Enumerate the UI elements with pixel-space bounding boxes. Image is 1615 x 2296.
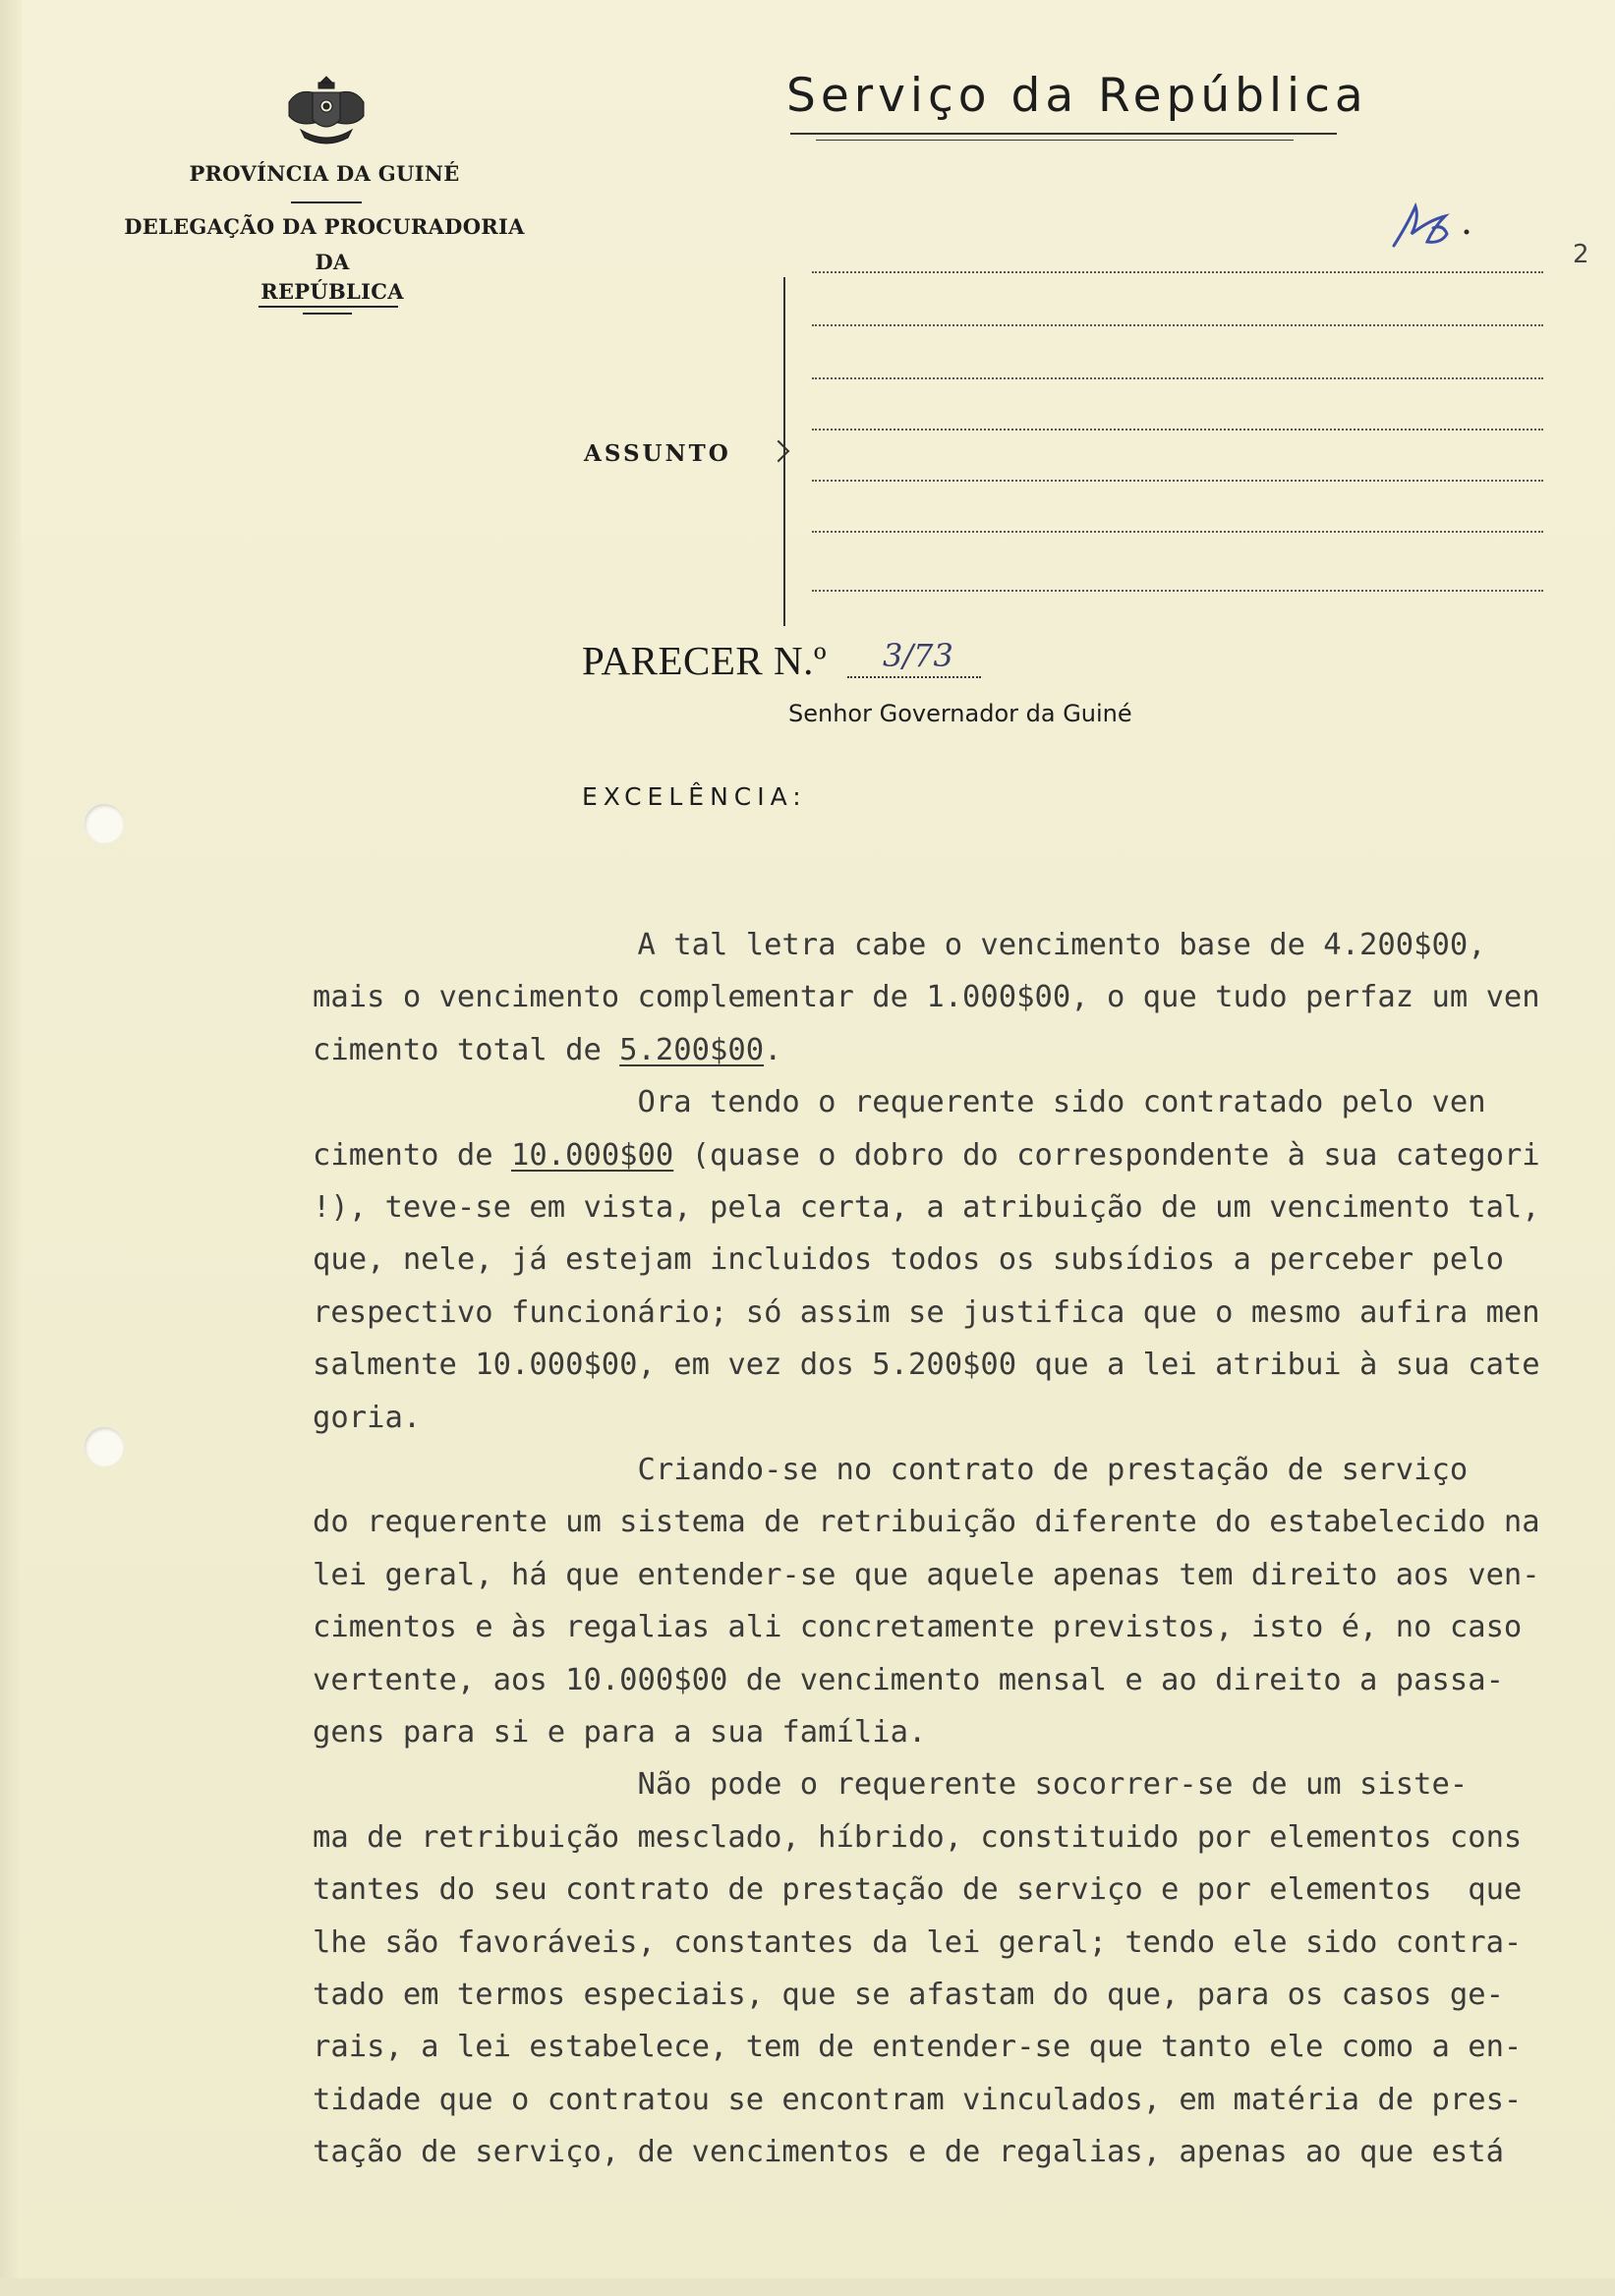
body-line-text: gens para si e para a sua família. xyxy=(313,1715,927,1750)
letterhead-delegation: DELEGAÇÃO DA PROCURADORIA xyxy=(124,214,525,239)
body-line-text: do requerente um sistema de retribuição diferente do estabelecido na xyxy=(313,1505,1540,1540)
letterhead-province: PROVÍNCIA DA GUINÉ xyxy=(189,161,460,186)
assunto-line-7 xyxy=(812,590,1543,592)
parecer-number-line xyxy=(847,676,981,678)
assunto-line-6 xyxy=(812,531,1543,533)
body-line xyxy=(313,928,1486,962)
body-line-text: ma de retribuição mesclado, híbrido, constituido por elementos cons xyxy=(313,1819,1523,1855)
assunto-label: ASSUNTO xyxy=(584,440,731,467)
body-line xyxy=(313,2135,1504,2169)
body-line-text: lei geral, há que entender-se que aquele apenas tem direito aos ven- xyxy=(313,1557,1540,1592)
body-line-text: vertente, aos 10.000$00 de vencimento mensal e ao direito a passa- xyxy=(313,1662,1504,1697)
body-line-text: Não pode o requerente socorrer-se de um siste- xyxy=(313,1767,1469,1803)
body-line xyxy=(313,1978,1504,2012)
body-line xyxy=(313,1085,1486,1119)
body-line xyxy=(313,2030,1522,2064)
letterhead-underline xyxy=(259,306,398,308)
body-line xyxy=(313,1453,1468,1487)
body-line xyxy=(313,1033,781,1067)
body-line-text: !), teve-se em vista, pela certa, a atribuição de um vencimento tal, xyxy=(313,1190,1540,1225)
body-line-text: tantes do seu contrato de prestação de serviço e por elementos que xyxy=(313,1872,1523,1908)
page-number: 2 xyxy=(1573,240,1589,269)
body-line xyxy=(313,1663,1504,1697)
body-line-text: rais, a lei estabelece, tem de entender-se que tanto ele como a en- xyxy=(313,2030,1523,2065)
punch-hole-top xyxy=(85,804,124,843)
punch-hole-bottom xyxy=(85,1427,124,1466)
body-line-text-tail: (quase o dobro do correspondente à sua categori xyxy=(673,1137,1540,1173)
body-line xyxy=(313,980,1540,1014)
service-title-underline xyxy=(790,133,1337,135)
letterhead-da: DA xyxy=(315,250,350,274)
body-line xyxy=(313,1767,1468,1802)
body-line-text: tidade que o contratou se encontram vinculados, em matéria de pres- xyxy=(313,2082,1523,2117)
body-line xyxy=(313,1138,1540,1173)
salutation: EXCELÊNCIA: xyxy=(582,782,807,811)
body-line-text: A tal letra cabe o vencimento base de 4.200$00, xyxy=(313,928,1486,962)
body-line xyxy=(313,1872,1522,1907)
body-line-text: que, nele, já estejam incluidos todos os subsídios a perceber pelo xyxy=(313,1242,1504,1278)
letterhead-republic: REPÚBLICA xyxy=(260,279,404,304)
body-line-text: tado em termos especiais, que se afastam do que, para os casos ge- xyxy=(313,1978,1504,2012)
body-line-underlined-amount: 10.000$00 xyxy=(511,1137,674,1173)
body-line xyxy=(313,1925,1522,1960)
body-line xyxy=(313,1401,421,1435)
body-line xyxy=(313,1715,926,1750)
body-line xyxy=(313,1505,1540,1539)
body-line xyxy=(313,1348,1540,1382)
body-line-text: tação de serviço, de vencimentos e de regalias, apenas ao que está xyxy=(313,2135,1504,2170)
addressee: Senhor Governador da Guiné xyxy=(788,700,1132,727)
body-line-text: respectivo funcionário; só assim se justifica que o mesmo aufira men xyxy=(313,1294,1540,1330)
body-line xyxy=(313,1295,1540,1330)
parecer-label: PARECER N.º xyxy=(582,638,828,683)
body-line-text: Criando-se no contrato de prestação de serviço xyxy=(313,1453,1469,1487)
body-line-text: mais o vencimento complementar de 1.000$00, o que tudo perfaz um ven xyxy=(313,980,1540,1015)
assunto-line-2 xyxy=(812,324,1543,326)
service-title: Serviço da República xyxy=(786,69,1368,123)
body-line xyxy=(313,1242,1504,1277)
letterhead-divider xyxy=(291,201,362,203)
body-line xyxy=(313,1558,1540,1592)
body-line xyxy=(313,2083,1522,2117)
assunto-brace-tip xyxy=(768,440,790,463)
body-line-text: goria. xyxy=(313,1400,422,1435)
body-line-text: cimentos e às regalias ali concretamente previstos, isto é, no caso xyxy=(313,1610,1523,1645)
body-line-text-tail: . xyxy=(764,1032,782,1067)
body-line-text: cimento de xyxy=(313,1137,511,1173)
body-line xyxy=(313,1610,1522,1644)
body-line-text: cimento total de xyxy=(313,1032,620,1067)
paper-edge xyxy=(0,0,22,2296)
service-title-underline-thin xyxy=(816,140,1294,141)
paper-bottom-edge xyxy=(0,2278,1615,2296)
assunto-line-3 xyxy=(812,377,1543,379)
body-line-underlined-amount: 5.200$00 xyxy=(619,1032,765,1067)
body-line-text: lhe são favoráveis, constantes da lei geral; tendo ele sido contra- xyxy=(313,1924,1523,1960)
assunto-line-4 xyxy=(812,429,1543,430)
coat-of-arms-icon xyxy=(279,73,374,151)
parecer-number: 3/73 xyxy=(883,637,953,674)
body-line-text: Ora tendo o requerente sido contratado pelo ven xyxy=(313,1085,1486,1120)
body-line xyxy=(313,1820,1522,1855)
assunto-line-1 xyxy=(812,271,1543,273)
assunto-line-5 xyxy=(812,480,1543,482)
letterhead-underline-short xyxy=(303,313,352,315)
body-line xyxy=(313,1190,1540,1225)
handwritten-initial-icon xyxy=(1386,195,1484,263)
body-line-text: salmente 10.000$00, em vez dos 5.200$00 que a lei atribui à sua cate xyxy=(313,1348,1540,1383)
